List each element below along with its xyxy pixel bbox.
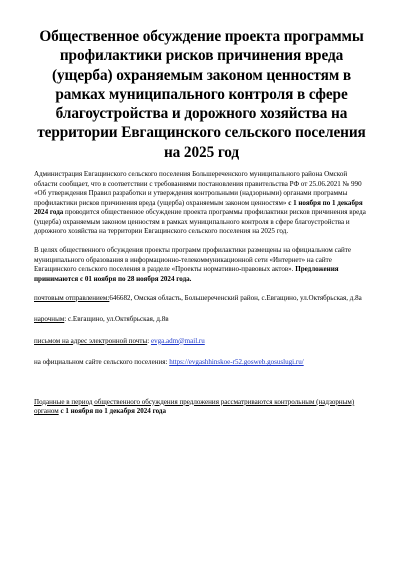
intro-text-continued: проводится общественное обсуждение проекта программы профилактики рисков причинения вреда (ущерба) охраняемым законом ценностям в рамках муниципального контроля в сфере благоустройства и дорожного хозяйства на территории Евгащинского сельского поселения на 2025 год.	[34, 208, 366, 236]
intro-dates: с 1 ноября по 1 декабря 2024 года	[34, 198, 363, 217]
email-contact	[34, 337, 369, 347]
website-link[interactable]: https://evgashhinskoe-r52.gosweb.gosuslugi.ru/	[169, 358, 304, 367]
email-link[interactable]: evga.adm@mail.ru	[150, 336, 205, 345]
postal-address: 646682, Омская область, Большереченский район, с.Евгащино, ул.Октябрьская, д.8а	[109, 293, 362, 302]
website-label: на официальном сайте сельского поселения:	[34, 358, 170, 367]
intro-paragraph	[34, 170, 369, 237]
email-separator: :	[147, 336, 151, 345]
footer-paragraph	[34, 398, 369, 417]
footer-text: Поданные в период общественного обсуждения предложения рассматриваются контрольным (надзорным) органом	[34, 397, 355, 416]
in-person-label: нарочным	[34, 315, 65, 324]
publication-paragraph	[34, 246, 369, 284]
publication-text: В целях общественного обсуждения проекты программ профилактики размещены на официальном сайте муниципального образования в информационно-телекоммуникационной сети «Интернет» на сайте Евгащинского сельского поселения в разделе «Проекты нормативно-правовых актов».	[34, 246, 351, 274]
in-person-contact	[34, 315, 369, 325]
email-label: письмом на адрес электронной почты	[34, 336, 148, 345]
postal-label: почтовым отправлением:	[34, 293, 110, 302]
deadline-text: Предложения принимаются с 01 ноября по 28 ноября 2024 года.	[34, 265, 339, 283]
footer-dates: с 1 ноября по 1 декабря 2024 года	[58, 407, 167, 416]
website-contact	[34, 358, 369, 368]
in-person-address: : с.Евгащино, ул.Октябрьская, д.8в	[64, 315, 169, 324]
document-body	[34, 170, 369, 417]
postal-contact	[34, 294, 369, 304]
document-title: Общественное обсуждение проекта программы профилактики рисков причинения вреда (ущерба) охраняемым законом ценностям в рамках муниципального контроля в сфере благоустройства и дорожного хозяйства на территории Евгащинского сельского поселения на 2025 год	[37, 28, 366, 161]
intro-text: Администрация Евгащинского сельского поселения Большереченского муниципального района Омской области сообщает, что в соответствии с требованиями постановления правительства РФ от 25.06.2021 № 990 «Об утверждения Правил разработки и утверждения контрольными (надзорными) органами программы профилактики рисков причинения вреда (ущерба) охраняемым законом ценностям»	[34, 170, 362, 207]
